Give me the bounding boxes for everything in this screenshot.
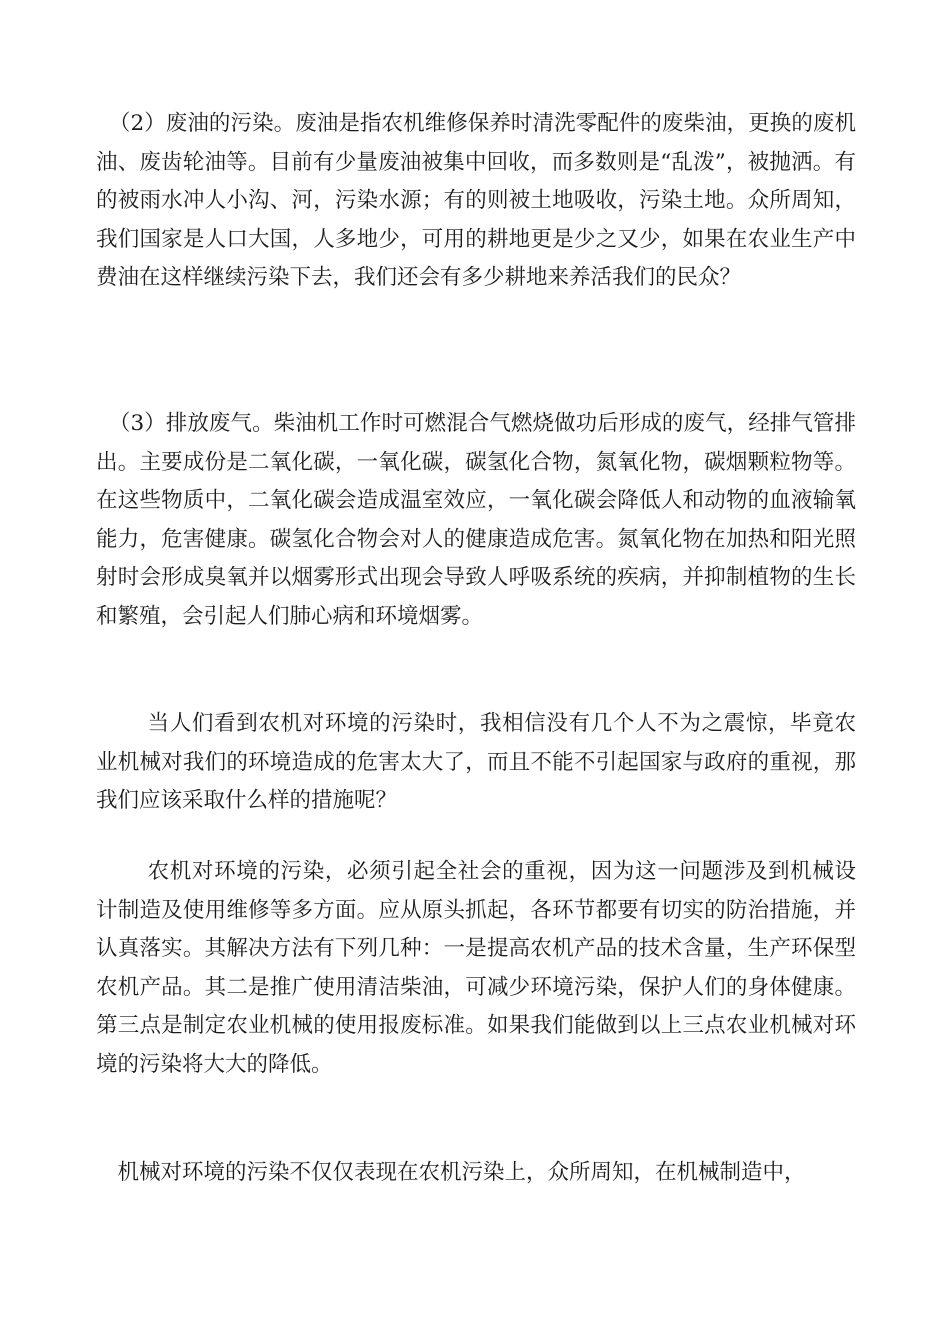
paragraph-reflection: 当人们看到农机对环境的污染时，我相信没有几个人不为之震惊，毕竟农业机械对我们的环境造成的危害太大了，而且不能不引起国家与政府的重视，那我们应该采取什么样的措施呢？ (96, 711, 856, 813)
paragraph-waste-oil: （2）废油的污染。废油是指农机维修保养时清洗零配件的废柴油，更换的废机油、废齿轮油等。目前有少量废油被集中回收，而多数则是“乱泼”，被抛洒。有的被雨水冲人小沟、河，污染水源；有的则被土地吸收，污染土地。众所周知，我们国家是人口大国，人多地少，可用的耕地更是少之又少，如果在农业生产中费油在这样继续污染下去，我们还会有多少耕地来养活我们的民众？ (96, 111, 856, 290)
paragraph-machinery-pollution: 机械对环境的污染不仅仅表现在农机污染上，众所周知，在机械制造中， (117, 1160, 806, 1185)
paragraph-solutions: 农机对环境的污染，必须引起全社会的重视，因为这一问题涉及到机械设计制造及使用维修等多方面。应从原头抓起，各环节都要有切实的防治措施，并认真落实。其解决方法有下列几种：一是提高农机产品的技术含量，生产环保型农机产品。其二是推广使用清洁柴油，可减少环境污染，保护人们的身体健康。第三点是制定农业机械的使用报废标准。如果我们能做到以上三点农业机械对环境的污染将大大的降低。 (96, 859, 856, 1077)
paragraph-exhaust-gas: （3）排放废气。柴油机工作时可燃混合气燃烧做功后形成的废气，经排气管排出。主要成份是二氧化碳，一氧化碳，碳氢化合物，氮氧化物，碳烟颗粒物等。在这些物质中，二氧化碳会造成温室效应，一氧化碳会降低人和动物的血液输氧能力，危害健康。碳氢化合物会对人的健康造成危害。氮氧化物在加热和阳光照射时会形成臭氧并以烟雾形式出现会导致人呼吸系统的疾病，并抑制植物的生长和繁殖，会引起人们肺心病和环境烟雾。 (96, 411, 856, 629)
